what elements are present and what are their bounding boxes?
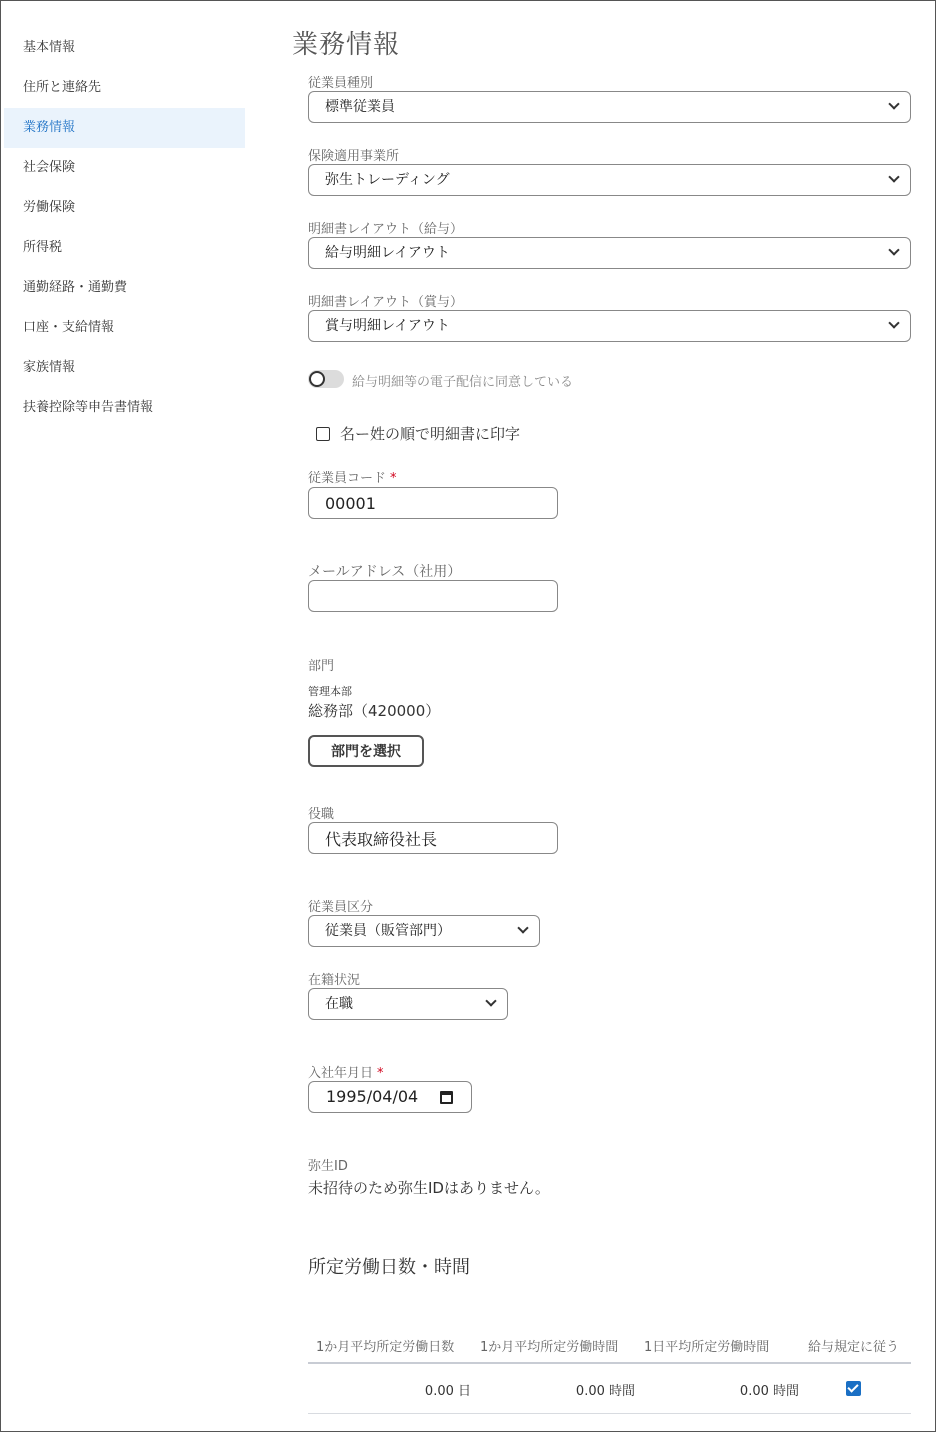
cell-daily-hours: 0.00 時間 (739, 1384, 799, 1399)
status-value: 在職 (325, 996, 353, 1012)
table-header-row (308, 1328, 911, 1364)
hire-date-input[interactable] (308, 1081, 472, 1113)
sidebar-item-bank-payment[interactable]: 口座・支給情報 (23, 320, 115, 335)
name-order-label: 名ー姓の順で明細書に印字 (340, 425, 521, 443)
working-days-table (308, 1328, 911, 1414)
chevron-down-icon (882, 311, 902, 341)
table-row (308, 1364, 911, 1414)
header-monthly-hours: 1か月平均所定労働時間 (480, 1340, 619, 1355)
position-input[interactable] (308, 822, 558, 854)
toggle-knob (309, 371, 325, 387)
header-monthly-days: 1か月平均所定労働日数 (316, 1340, 455, 1355)
department-parent: 管理本部 (308, 685, 352, 698)
employee-class-select[interactable] (308, 915, 540, 947)
sidebar-item-income-tax[interactable]: 所得税 (23, 240, 63, 255)
office-value: 弥生トレーディング (325, 172, 450, 188)
employee-class-value: 従業員（販管部門） (325, 923, 451, 939)
calendar-icon[interactable] (440, 1091, 453, 1104)
status-label: 在籍状況 (308, 973, 361, 988)
sidebar-item-address-contact[interactable]: 住所と連絡先 (23, 80, 102, 95)
chevron-down-icon (882, 92, 902, 122)
hire-date-label (308, 1062, 384, 1081)
employee-class-label: 従業員区分 (308, 900, 374, 915)
employee-code-label (308, 467, 397, 486)
yayoi-id-text: 未招待のため弥生IDはありません。 (308, 1179, 550, 1197)
header-daily-hours: 1日平均所定労働時間 (644, 1340, 770, 1355)
layout-salary-value: 給与明細レイアウト (325, 245, 450, 261)
page-title: 業務情報 (292, 30, 401, 60)
chevron-down-icon (511, 916, 531, 946)
department-name: 総務部（420000） (308, 702, 441, 720)
employee-type-label: 従業員種別 (308, 76, 374, 91)
cell-monthly-days: 0.00 日 (424, 1384, 471, 1399)
layout-bonus-select[interactable] (308, 310, 911, 342)
sidebar-item-labor-insurance[interactable]: 労働保険 (23, 200, 76, 215)
chevron-down-icon (479, 989, 499, 1019)
sidebar-item-social-insurance[interactable]: 社会保険 (23, 160, 76, 175)
sidebar-item-dependent-declaration[interactable]: 扶養控除等申告書情報 (23, 400, 154, 415)
sidebar-item-basic-info[interactable]: 基本情報 (23, 40, 76, 55)
follow-rule-checkbox[interactable] (846, 1381, 861, 1396)
sidebar-item-business-info[interactable]: 業務情報 (4, 108, 245, 148)
employee-type-value: 標準従業員 (325, 99, 395, 115)
cell-monthly-hours: 0.00 時間 (575, 1384, 635, 1399)
sidebar-item-commute[interactable]: 通勤経路・通勤費 (23, 280, 128, 295)
e-delivery-label: 給与明細等の電子配信に同意している (352, 375, 574, 390)
working-days-title: 所定労働日数・時間 (308, 1257, 470, 1278)
required-mark: * (390, 471, 397, 486)
office-select[interactable] (308, 164, 911, 196)
email-input[interactable] (308, 580, 558, 612)
office-label: 保険適用事業所 (308, 149, 400, 164)
layout-bonus-label: 明細書レイアウト（賞与） (308, 295, 463, 310)
position-label: 役職 (308, 807, 335, 822)
e-delivery-toggle[interactable] (308, 370, 344, 388)
layout-bonus-value: 賞与明細レイアウト (325, 318, 450, 334)
select-department-button[interactable]: 部門を選択 (308, 735, 424, 767)
required-mark: * (377, 1066, 384, 1081)
email-label: メールアドレス（社用） (308, 564, 462, 580)
employee-type-select[interactable] (308, 91, 911, 123)
layout-salary-select[interactable] (308, 237, 911, 269)
department-label: 部門 (308, 659, 335, 674)
employee-code-input[interactable] (308, 487, 558, 519)
header-follow-rule: 給与規定に従う (808, 1340, 900, 1355)
employee-code-label-text: 従業員コード (308, 471, 387, 486)
chevron-down-icon (882, 238, 902, 268)
status-select[interactable] (308, 988, 508, 1020)
hire-date-label-text: 入社年月日 (308, 1066, 374, 1081)
layout-salary-label: 明細書レイアウト（給与） (308, 222, 463, 237)
sidebar-item-family[interactable]: 家族情報 (23, 360, 76, 375)
name-order-checkbox[interactable] (316, 427, 330, 441)
chevron-down-icon (882, 165, 902, 195)
hire-date-value: 1995/04/04 (326, 1087, 419, 1106)
yayoi-id-label: 弥生ID (308, 1159, 348, 1174)
